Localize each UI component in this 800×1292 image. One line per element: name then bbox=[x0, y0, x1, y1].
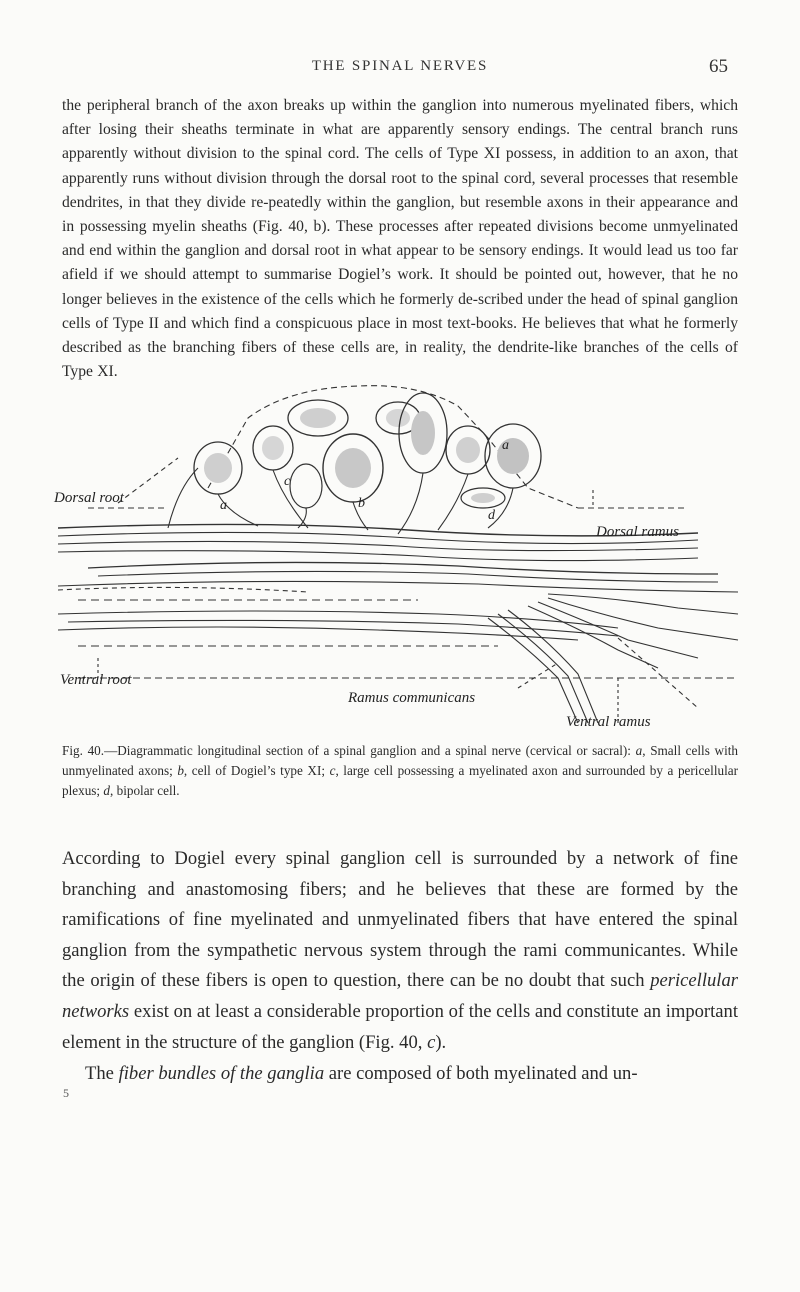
letter-a-left: a bbox=[220, 498, 227, 513]
signature-mark: 5 bbox=[63, 1086, 69, 1100]
label-ramus-communicans: Ramus communicans bbox=[348, 690, 476, 706]
figure-caption: Fig. 40.—Diagrammatic longitudinal section of a spinal ganglion and a spinal nerve (cervical or sacral): a, Small cells with unmyelinated axons; b, cell of Dogiel’s type XI; c, large cell possessing a myelinated axon and surrounded by a pericellular plexus; d, bipolar cell. bbox=[62, 743, 738, 798]
label-dorsal-root: Dorsal root bbox=[54, 490, 124, 506]
figure-40-diagram bbox=[54, 378, 748, 730]
ganglion-diagram-svg bbox=[58, 378, 748, 726]
body-paragraph-top: the peripheral branch of the axon breaks up within the ganglion into numerous myelinated fibers, which after losing their sheaths terminate in what are apparently sensory endings. The central branch runs apparently without division to the spinal cord. The cells of Type XI possess, in addition to an axon, that apparently runs without division through the dorsal root to the spinal cord, several processes that resemble dendrites, in that they divide re-peatedly within the ganglion, but resemble axons in their appearance and in possessing myelin sheaths (Fig. 40, b). These processes after repeated divisions become unmyelinated and end within the ganglion and dorsal root in what appear to be sensory endings. It would lead us too far afield if we should attempt to summarise Dogiel’s work. It should be pointed out, however, that he no longer believes in the existence of the cells which he formerly de-scribed under the head of spinal ganglion cells of Type II and which find a conspicuous place in most text-books. He believes that what he formerly described as the branching fibers of these cells are, in reality, the dendrite-like branches of the cells of Type XI. bbox=[62, 97, 738, 381]
label-dorsal-ramus: Dorsal ramus bbox=[596, 524, 679, 540]
label-ventral-ramus: Ventral ramus bbox=[566, 714, 651, 730]
label-ventral-root: Ventral root bbox=[60, 672, 132, 688]
body-paragraph-fiber-bundles: The fiber bundles of the ganglia are composed of both myelinated and un- bbox=[85, 1063, 638, 1084]
running-head: THE SPINAL NERVES bbox=[311, 58, 489, 74]
body-paragraph-pericellular: According to Dogiel every spinal ganglion cell is surrounded by a network of fine branching and anastomosing fibers; and he believes that these are formed by the ramifications of fine myelinated and unmyelinated fibers that have entered the spinal ganglion from the sympathetic nervous system through the rami communicantes. While the origin of these fibers is open to question, there can be no doubt that such pericellular networks exist on at least a considerable proportion of the cells and constitute an important element in the structure of the ganglion (Fig. 40, c). bbox=[62, 848, 738, 1053]
page-number: 65 bbox=[709, 56, 728, 77]
letter-c: c bbox=[284, 474, 291, 489]
letter-b: b bbox=[358, 496, 365, 511]
ganglion-cell bbox=[290, 464, 322, 508]
letter-d: d bbox=[488, 508, 495, 523]
letter-a-right: a bbox=[502, 438, 509, 453]
